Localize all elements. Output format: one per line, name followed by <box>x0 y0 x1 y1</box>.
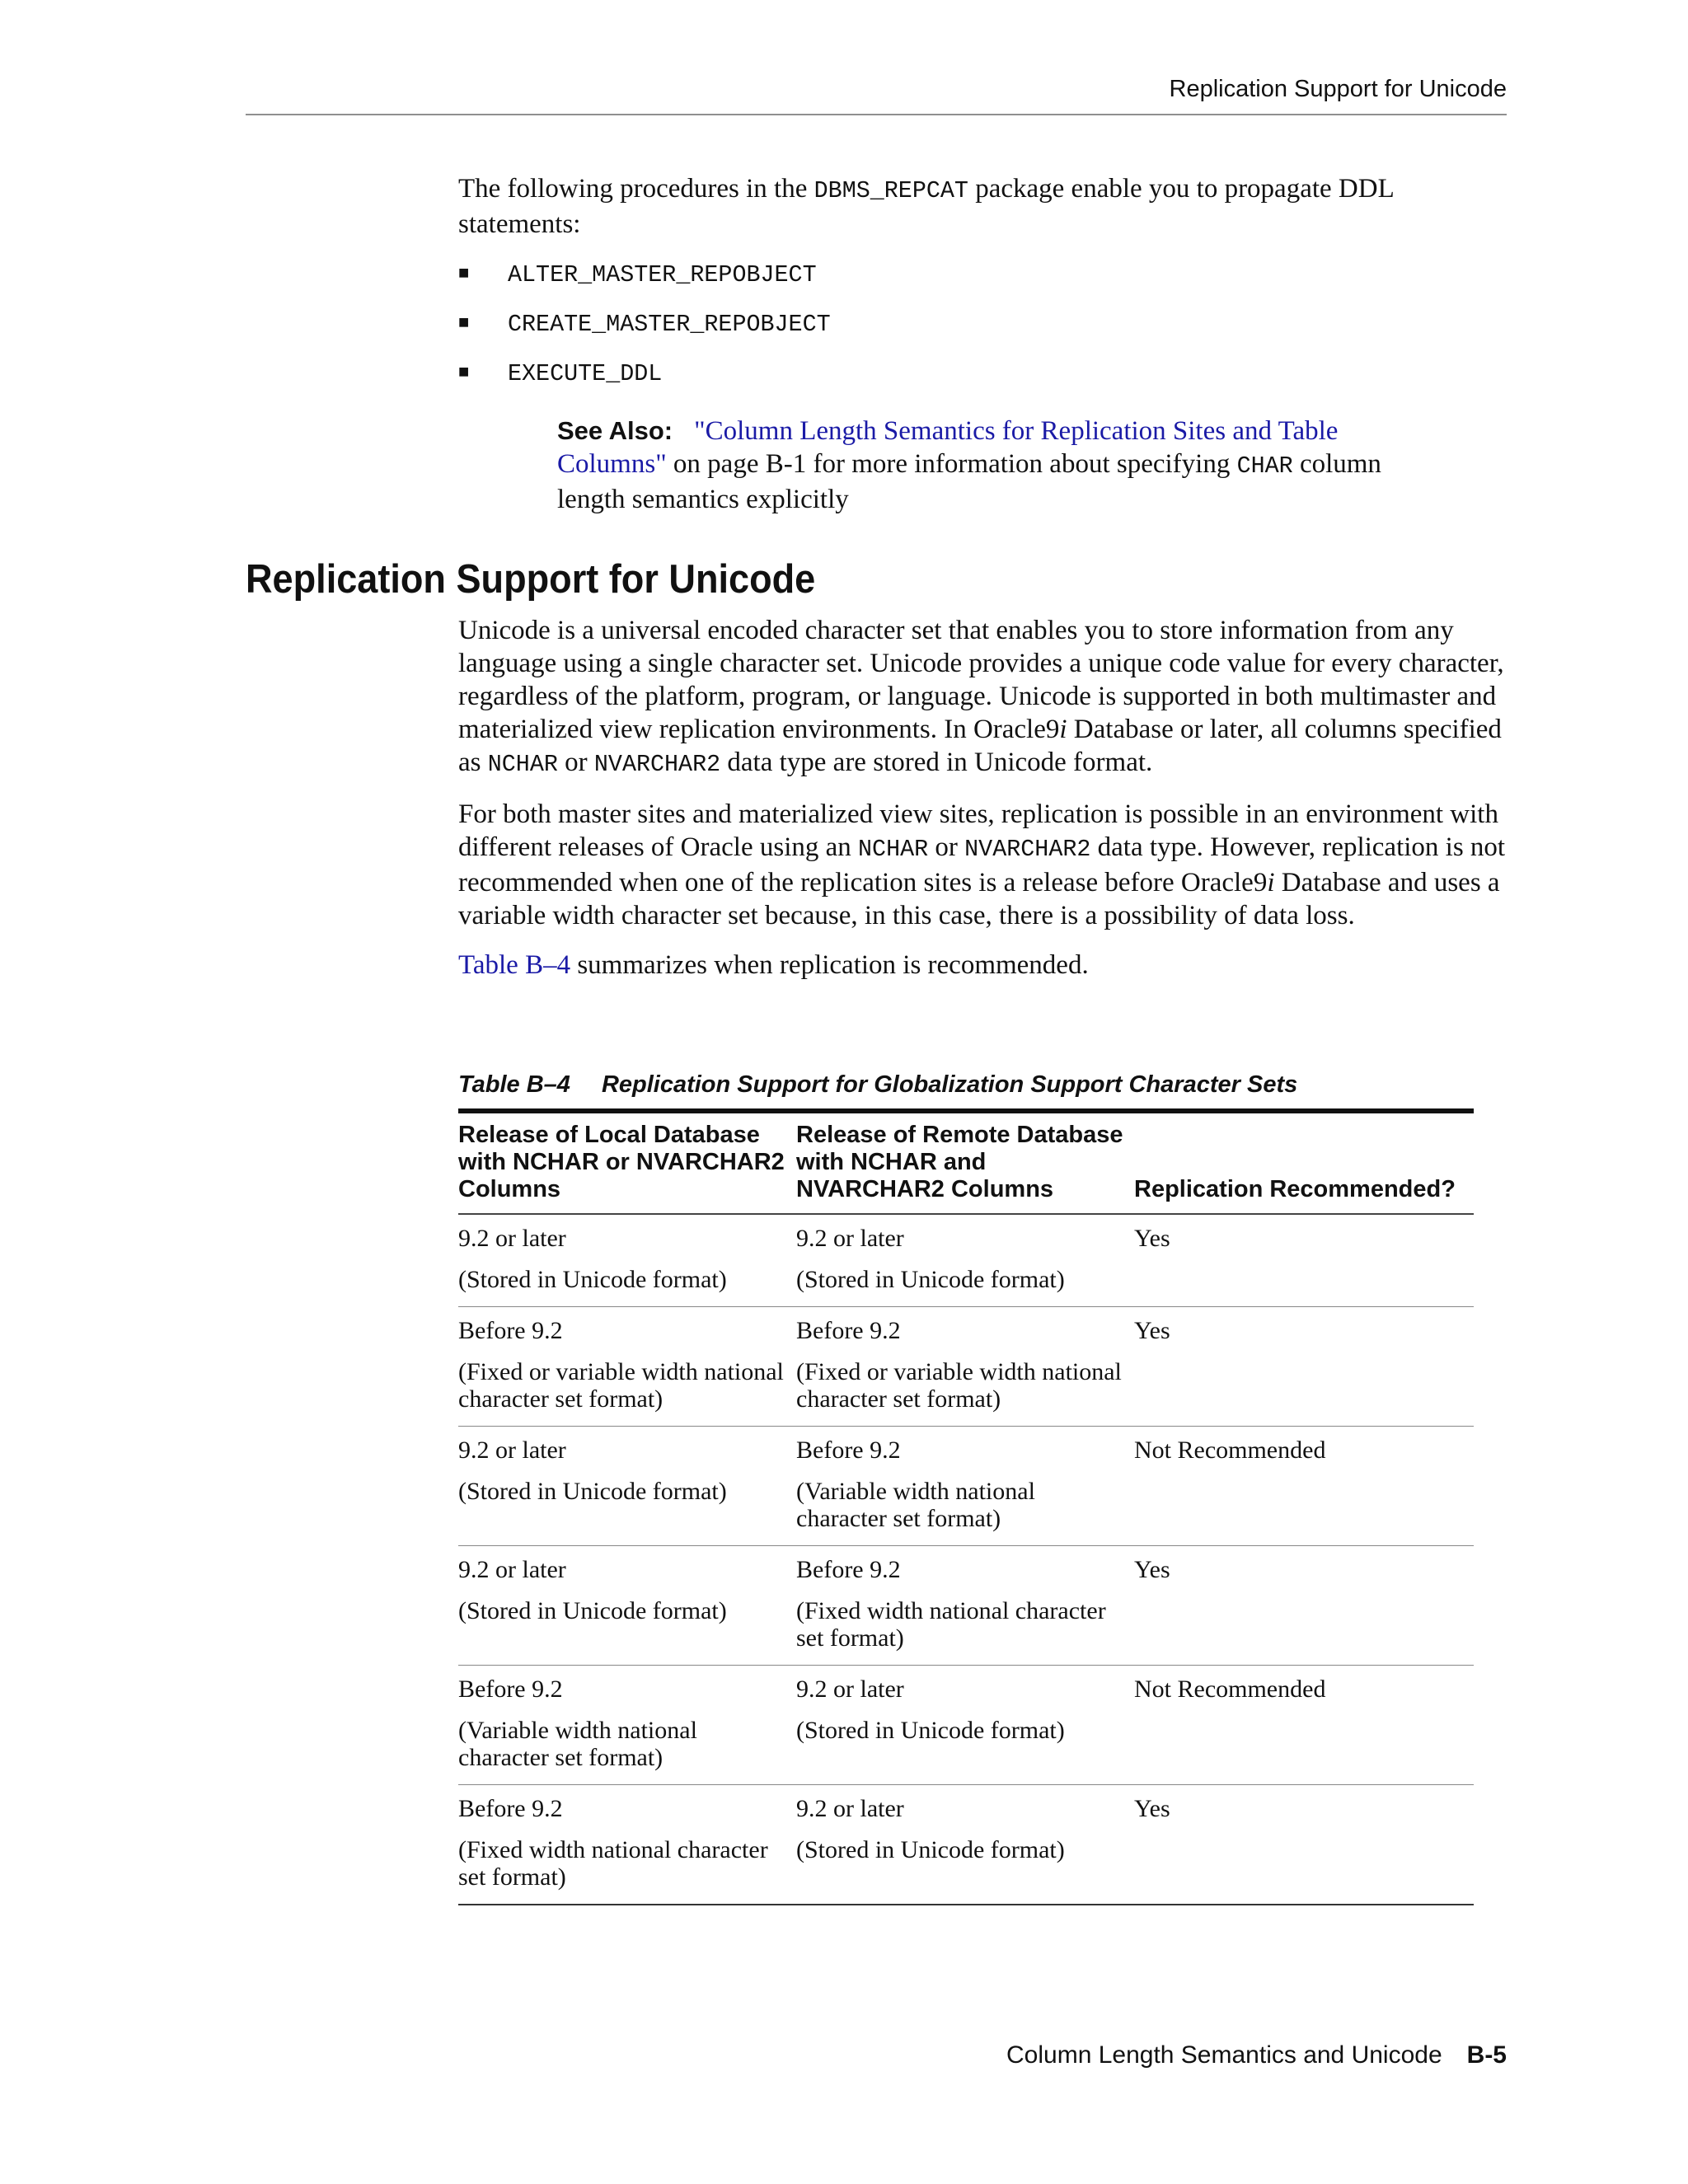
format-text: (Stored in Unicode format) <box>796 1266 1065 1293</box>
p1-text: data type are stored in Unicode format. <box>720 748 1153 777</box>
remote-release-cell <box>796 1785 1134 1905</box>
replication-support-table <box>458 1108 1474 1905</box>
release-text: 9.2 or later <box>458 1436 566 1464</box>
p1-code: NVARCHAR2 <box>593 751 721 778</box>
remote-release-cell <box>796 1427 1134 1546</box>
remote-release-cell <box>796 1546 1134 1666</box>
page-footer <box>246 2041 1507 2069</box>
intro-text-before: The following procedures in the <box>458 174 814 204</box>
release-text: Before 9.2 <box>796 1556 901 1583</box>
format-text: (Stored in Unicode format) <box>458 1478 727 1505</box>
see-also-text-end: column length semantics explicitly <box>557 449 1381 514</box>
format-text: (Stored in Unicode format) <box>458 1266 727 1293</box>
intro-block <box>458 172 1507 405</box>
remote-release-cell <box>796 1666 1134 1785</box>
format-text: (Fixed or variable width national character set format) <box>796 1358 1122 1413</box>
format-text: (Stored in Unicode format) <box>796 1717 1065 1744</box>
recommended-cell: Not Recommended <box>1134 1427 1474 1546</box>
release-text: 9.2 or later <box>796 1675 904 1703</box>
section-title: Replication Support for Unicode <box>246 557 816 602</box>
local-release-cell <box>458 1214 796 1307</box>
procedure-name: EXECUTE_DDL <box>508 360 663 387</box>
recommended-cell: Not Recommended <box>1134 1666 1474 1785</box>
bullet-icon: ■ <box>458 312 470 332</box>
footer-chapter-title: Column Length Semantics and Unicode <box>1006 2041 1442 2069</box>
release-text: 9.2 or later <box>796 1795 904 1822</box>
body-paragraph-1 <box>458 614 1507 781</box>
procedure-name: CREATE_MASTER_REPOBJECT <box>508 311 831 338</box>
format-text: (Fixed width national character set format) <box>458 1836 768 1891</box>
p1-text: Database or later, all columns specified as <box>458 715 1502 777</box>
release-text: Before 9.2 <box>458 1675 563 1703</box>
column-header-remote: Release of Remote Database with NCHAR and NVARCHAR2 Columns <box>796 1111 1134 1214</box>
recommended-cell: Yes <box>1134 1795 1170 1822</box>
p3-text: summarizes when replication is recommended. <box>570 950 1089 980</box>
p1-italic: i <box>1059 715 1067 744</box>
procedure-list <box>458 256 1507 388</box>
p2-text: data type. However, replication is not recommended when one of the replication sites is a release before Oracle9 <box>458 832 1506 898</box>
p2-text: For both master sites and materialized view sites, replication is possible in an environment with different releases of Oracle using an <box>458 799 1498 862</box>
remote-release-cell <box>796 1214 1134 1307</box>
table-row <box>458 1546 1474 1666</box>
list-item <box>458 256 1507 289</box>
p2-text: or <box>928 832 965 862</box>
section-body <box>458 614 1507 998</box>
see-also-label: See Also: <box>557 416 673 445</box>
table-caption <box>458 1071 1297 1099</box>
table-row <box>458 1427 1474 1546</box>
local-release-cell <box>458 1666 796 1785</box>
format-text: (Stored in Unicode format) <box>796 1836 1065 1863</box>
local-release-cell <box>458 1546 796 1666</box>
local-release-cell <box>458 1427 796 1546</box>
table-header-row <box>458 1111 1474 1214</box>
format-text: (Variable width national character set format) <box>458 1717 697 1771</box>
table-row <box>458 1666 1474 1785</box>
p1-text: or <box>557 748 594 777</box>
table-row <box>458 1214 1474 1307</box>
table-reference-link[interactable]: Table B–4 <box>458 950 571 980</box>
p2-text: Database and uses a variable width character set because, in this case, there is a possibility of data loss. <box>458 868 1500 930</box>
table-row <box>458 1307 1474 1427</box>
format-text: (Fixed width national character set format) <box>796 1597 1106 1652</box>
recommended-cell: Yes <box>1134 1214 1474 1307</box>
release-text: Before 9.2 <box>458 1317 563 1344</box>
bullet-icon: ■ <box>458 361 470 382</box>
body-paragraph-2 <box>458 798 1507 932</box>
p2-code: NVARCHAR2 <box>964 836 1091 863</box>
see-also-link[interactable]: "Column Length Semantics for Replication Sites and Table Columns" <box>557 416 1339 479</box>
release-text: Before 9.2 <box>796 1436 901 1464</box>
column-header-local: Release of Local Database with NCHAR or NVARCHAR2 Columns <box>458 1111 796 1214</box>
release-text: 9.2 or later <box>458 1225 566 1252</box>
table-caption-title: Replication Support for Globalization Support Character Sets <box>601 1071 1298 1098</box>
p1-text: Unicode is a universal encoded character set that enables you to store information from any language using a single character set. Unicode provides a unique code value for every character, regardless of the platform, program, or language. Unicode is supported in both multimaster and materialized view replication environments. In Oracle9 <box>458 616 1504 744</box>
format-text: (Variable width national character set format) <box>796 1478 1035 1532</box>
running-header: Replication Support for Unicode <box>1169 76 1507 102</box>
remote-release-cell <box>796 1307 1134 1427</box>
list-item <box>458 355 1507 388</box>
body-paragraph-3 <box>458 949 1507 982</box>
local-release-cell <box>458 1785 796 1905</box>
intro-paragraph <box>458 172 1507 241</box>
p2-code: NCHAR <box>858 836 929 863</box>
see-also-code: CHAR <box>1236 452 1293 480</box>
page-number: B-5 <box>1466 2041 1507 2069</box>
format-text: (Fixed or variable width national character set format) <box>458 1358 784 1413</box>
table-caption-number: Table B–4 <box>458 1071 570 1098</box>
recommended-cell: Yes <box>1134 1307 1474 1427</box>
release-text: Before 9.2 <box>458 1795 563 1822</box>
format-text: (Stored in Unicode format) <box>458 1597 727 1624</box>
list-item <box>458 306 1507 339</box>
procedure-name: ALTER_MASTER_REPOBJECT <box>508 261 817 288</box>
release-text: 9.2 or later <box>458 1556 566 1583</box>
intro-text-after: package enable you to propagate DDL statements: <box>458 174 1394 239</box>
column-header-recommended: Replication Recommended? <box>1134 1111 1474 1214</box>
package-name: DBMS_REPCAT <box>814 177 968 204</box>
p1-code: NCHAR <box>487 751 558 778</box>
see-also-text: on page B-1 for more information about specifying <box>666 449 1237 479</box>
table-row <box>458 1785 1474 1905</box>
release-text: 9.2 or later <box>796 1225 904 1252</box>
header-rule <box>246 114 1507 115</box>
release-text: Before 9.2 <box>796 1317 901 1344</box>
recommended-cell: Yes <box>1134 1546 1474 1666</box>
p2-italic: i <box>1267 868 1275 898</box>
bullet-icon: ■ <box>458 262 470 283</box>
see-also-note <box>557 415 1414 516</box>
local-release-cell <box>458 1307 796 1427</box>
